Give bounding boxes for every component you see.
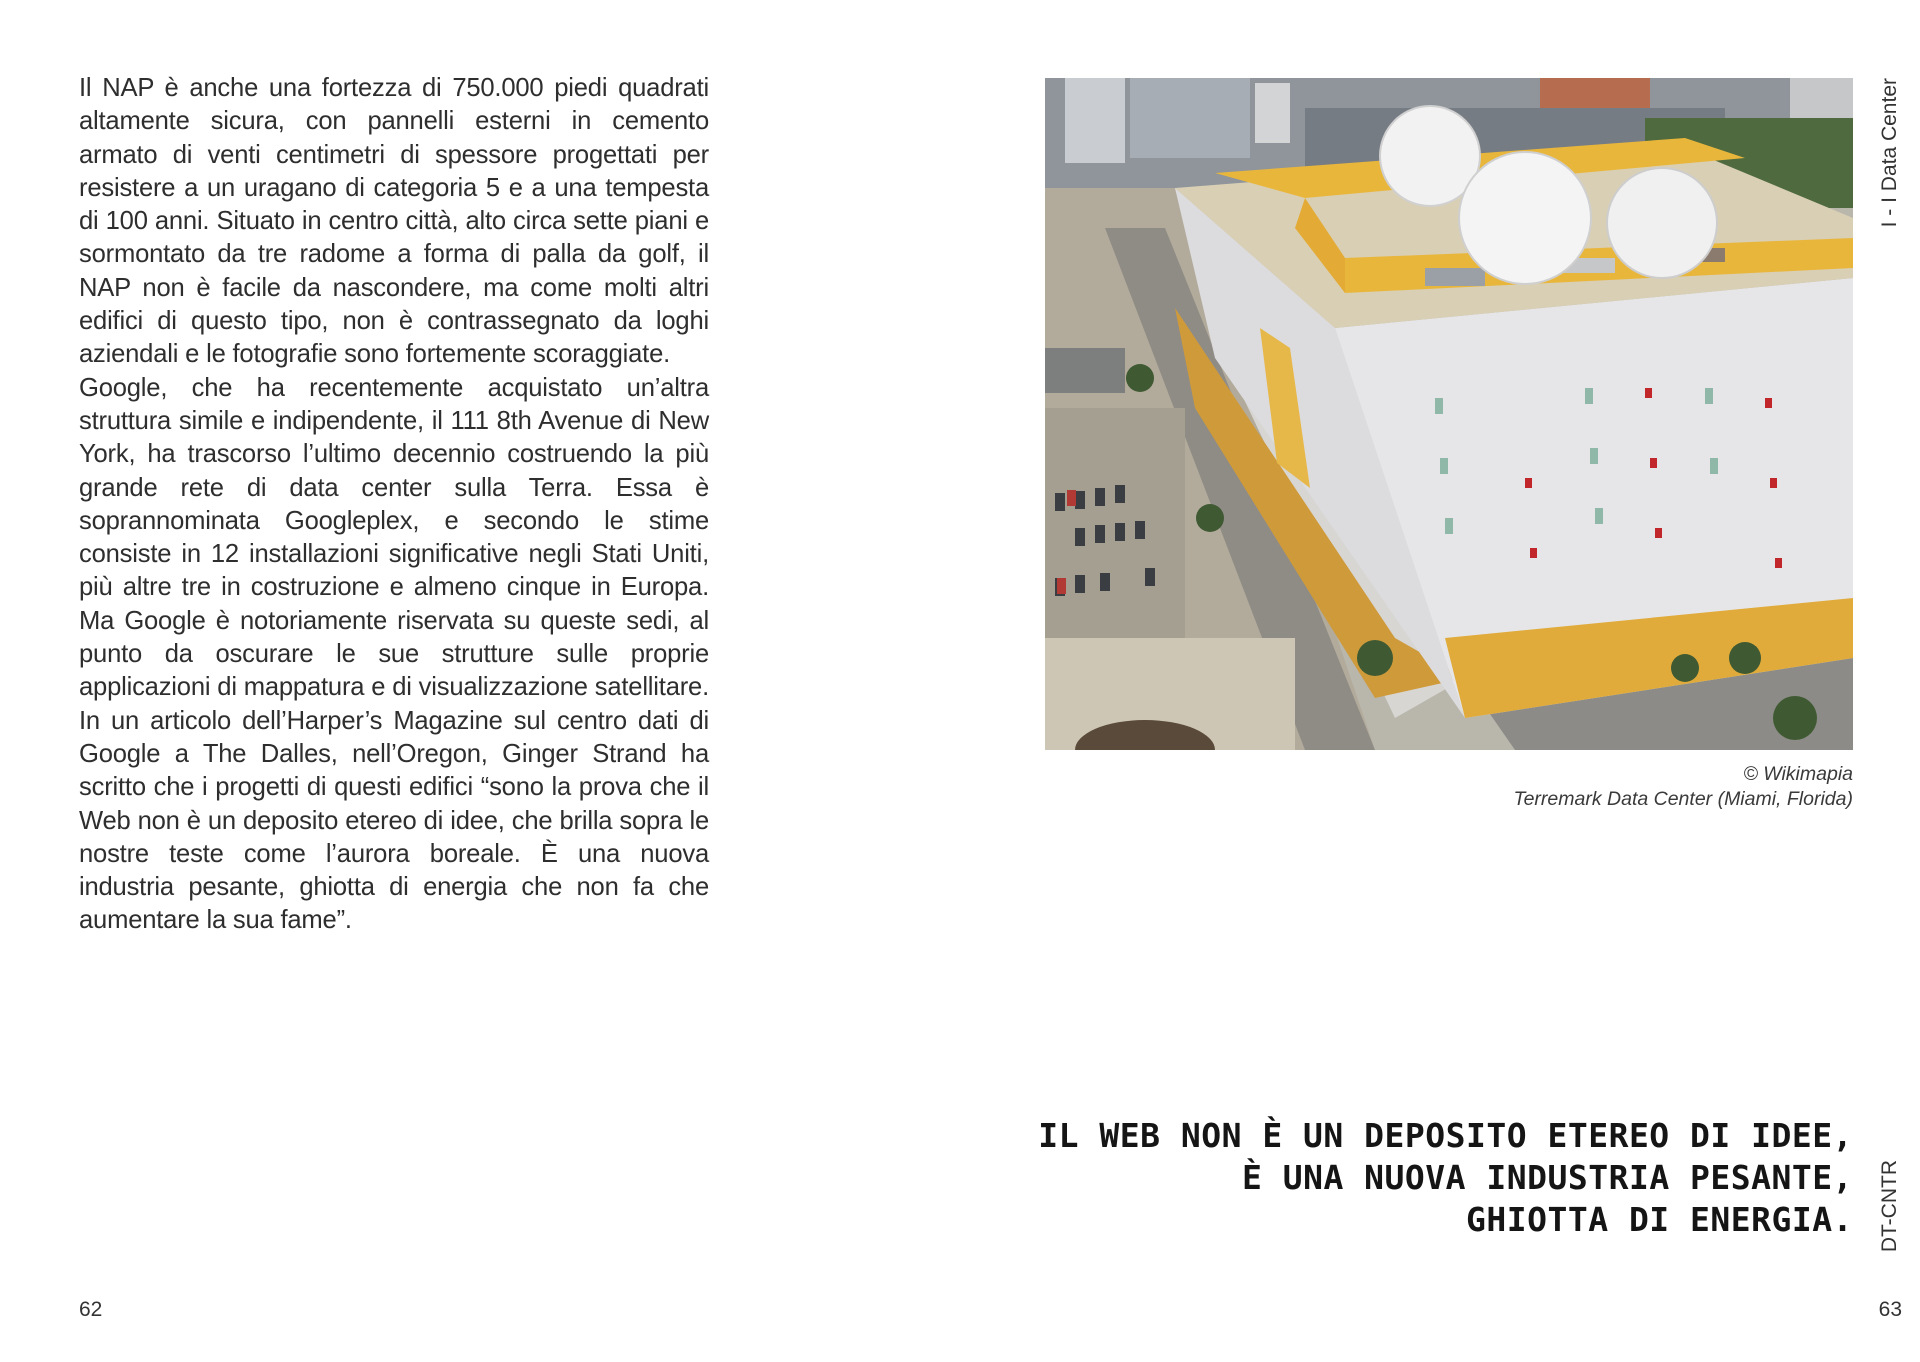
body-text: [79, 72, 709, 938]
paragraph-1: Il NAP è anche una fortezza di 750.000 piedi quadrati altamente sicura, con pannelli esterni in cemento armato di venti centimetri di spessore progettati per resistere a un uragano di categoria 5 e a una tempesta di 100 anni. Situato in centro città, alto circa sette piani e sormontato da tre radome a forma di palla da golf, il NAP non è facile da nascondere, ma come molti altri edifici di questo tipo, non è contrassegnato da loghi aziendali e le fotografie sono fortemente scoraggiate.: [79, 74, 709, 369]
running-foot: DT-CNTR: [1878, 1160, 1901, 1253]
photo-caption: [1513, 762, 1853, 812]
pull-quote: [1038, 1115, 1853, 1241]
pull-quote-line: È UNA NUOVA INDUSTRIA PESANTE,: [1241, 1158, 1853, 1197]
page-number-left: 62: [79, 1298, 103, 1321]
photo-credit: © Wikimapia: [1743, 763, 1853, 785]
page-number-right: 63: [1878, 1298, 1902, 1321]
photo-title: Terremark Data Center (Miami, Florida): [1513, 788, 1853, 810]
pull-quote-line: IL WEB NON È UN DEPOSITO ETEREO DI IDEE,: [1038, 1116, 1853, 1155]
right-page: [960, 0, 1920, 1362]
pull-quote-line: GHIOTTA DI ENERGIA.: [1466, 1200, 1853, 1239]
paragraph-2: Google, che ha recentemente acquistato un’altra struttura simile e indipendente, il 111 8th Avenue di New York, ha trascorso l’ultimo decennio costruendo la più grande rete di data center sulla Terra. Essa è soprannominata Googleplex, e secondo le stime consiste in 12 installazioni significative negli Stati Uniti, più altre tre in costruzione e almeno cinque in Europa. Ma Google è notoriamente riservata su queste sedi, al punto da oscurare le sue strutture sulle proprie applicazioni di mappatura e di visualizzazione satellitare. In un articolo dell’Harper’s Magazine sul centro dati di Google a The Dalles, nell’Oregon, Ginger Strand ha scritto che i progetti di questi edifici “sono la prova che il Web non è un deposito etereo di idee, che brilla sopra le nostre teste come l’aurora boreale. È una nuova industria pesante, ghiotta di energia che non fa che aumentare la sua fame”.: [79, 373, 709, 935]
running-head: I - I Data Center: [1878, 78, 1901, 228]
data-center-photo: [1045, 78, 1853, 750]
aerial-photo-illustration: [1045, 78, 1853, 750]
